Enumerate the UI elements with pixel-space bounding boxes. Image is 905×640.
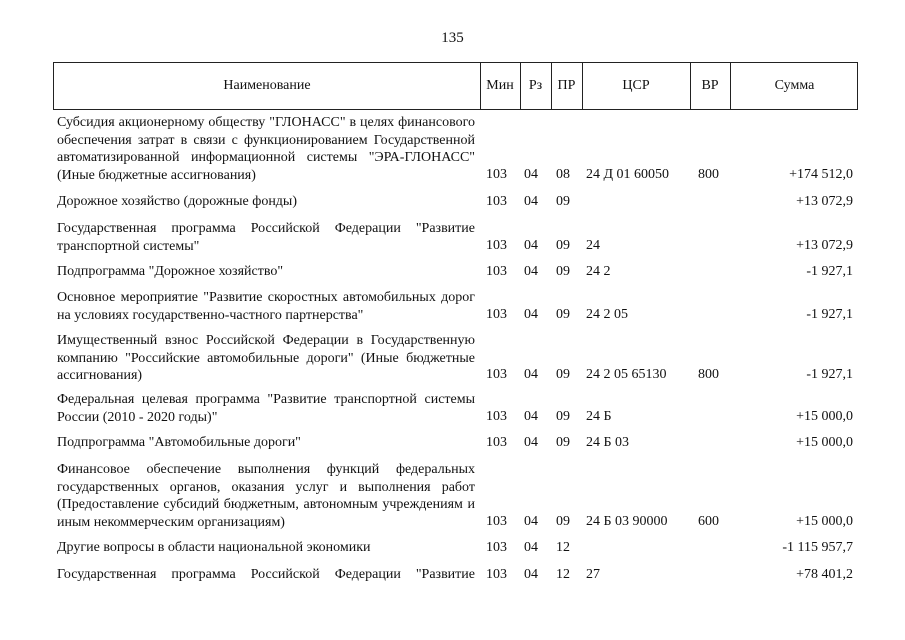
header-name: Наименование (223, 78, 311, 93)
row-sum: -1 927,1 (806, 264, 853, 279)
row-name: Подпрограмма "Автомобильные дороги" (57, 435, 301, 450)
row-csr: 24 Б 03 (586, 435, 630, 450)
row-name: Государственная программа Российской Федерации "Развитие (57, 567, 475, 582)
row-pr: 09 (556, 514, 570, 529)
row-sum: +13 072,9 (796, 194, 853, 209)
row-sum: +78 401,2 (796, 567, 853, 582)
row-min: 103 (486, 367, 507, 382)
row-min: 103 (486, 567, 507, 582)
row-pr: 09 (556, 307, 570, 322)
row-name: Финансовое обеспечение выполнения функций федеральных государственных органов, оказания услуг и выполнения работ (Предоставление субсидий бюджетным, автономным учреждениям и иным некоммерческим организациям) (57, 462, 475, 530)
row-min: 103 (486, 307, 507, 322)
row-csr: 24 Б 03 90000 (586, 514, 668, 529)
row-sum: +15 000,0 (796, 409, 853, 424)
row-csr: 24 2 05 65130 (586, 367, 667, 382)
row-csr: 24 (586, 238, 600, 253)
row-pr: 09 (556, 435, 570, 450)
row-rz: 04 (524, 307, 538, 322)
row-rz: 04 (524, 264, 538, 279)
row-pr: 12 (556, 567, 570, 582)
row-min: 103 (486, 194, 507, 209)
row-min: 103 (486, 238, 507, 253)
row-name: Другие вопросы в области национальной экономики (57, 540, 371, 555)
row-name: Государственная программа Российской Федерации "Развитие транспортной системы" (57, 221, 475, 254)
row-pr: 08 (556, 167, 570, 182)
row-sum: +15 000,0 (796, 435, 853, 450)
row-rz: 04 (524, 540, 538, 555)
row-vr: 600 (698, 514, 719, 529)
row-rz: 04 (524, 238, 538, 253)
row-sum: -1 927,1 (806, 367, 853, 382)
row-name: Федеральная целевая программа "Развитие транспортной системы России (2010 - 2020 годы)" (57, 392, 475, 425)
row-name: Дорожное хозяйство (дорожные фонды) (57, 194, 298, 209)
row-pr: 09 (556, 264, 570, 279)
row-rz: 04 (524, 167, 538, 182)
row-sum: -1 115 957,7 (782, 540, 853, 555)
row-sum: +13 072,9 (796, 238, 853, 253)
header-vr: ВР (701, 78, 719, 93)
row-rz: 04 (524, 194, 538, 209)
table-header (53, 62, 858, 110)
row-sum: -1 927,1 (806, 307, 853, 322)
row-min: 103 (486, 540, 507, 555)
row-rz: 04 (524, 514, 538, 529)
row-csr: 24 2 (586, 264, 611, 279)
row-name: Основное мероприятие "Развитие скоростных автомобильных дорог на условиях государственно-частного партнерства" (57, 290, 475, 323)
header-sum: Сумма (774, 78, 815, 93)
page-number: 135 (441, 30, 464, 46)
row-min: 103 (486, 514, 507, 529)
row-pr: 09 (556, 409, 570, 424)
row-vr: 800 (698, 367, 719, 382)
row-min: 103 (486, 167, 507, 182)
header-rz: Рз (528, 78, 543, 93)
row-csr: 24 2 05 (586, 307, 628, 322)
row-name: Имущественный взнос Российской Федерации в Государственную компанию "Российские автомобильные дороги" (Иные бюджетные ассигнования) (57, 333, 475, 383)
row-name: Субсидия акционерному обществу "ГЛОНАСС" в целях финансового обеспечения затрат в связи с функционированием Государственной автоматизированной информационной системы "ЭРА-ГЛОНАСС" (Иные бюджетные ассигнования) (57, 115, 475, 183)
row-sum: +15 000,0 (796, 514, 853, 529)
row-pr: 09 (556, 238, 570, 253)
row-min: 103 (486, 435, 507, 450)
row-vr: 800 (698, 167, 719, 182)
header-pr: ПР (557, 78, 576, 93)
row-rz: 04 (524, 409, 538, 424)
row-rz: 04 (524, 435, 538, 450)
header-min: Мин (486, 78, 514, 93)
row-rz: 04 (524, 367, 538, 382)
row-csr: 27 (586, 567, 600, 582)
row-sum: +174 512,0 (789, 167, 853, 182)
row-csr: 24 Б (586, 409, 612, 424)
row-name: Подпрограмма "Дорожное хозяйство" (57, 264, 284, 279)
row-pr: 09 (556, 194, 570, 209)
row-rz: 04 (524, 567, 538, 582)
row-min: 103 (486, 409, 507, 424)
header-csr: ЦСР (622, 78, 650, 93)
row-min: 103 (486, 264, 507, 279)
row-pr: 09 (556, 367, 570, 382)
row-pr: 12 (556, 540, 570, 555)
row-csr: 24 Д 01 60050 (586, 167, 670, 182)
